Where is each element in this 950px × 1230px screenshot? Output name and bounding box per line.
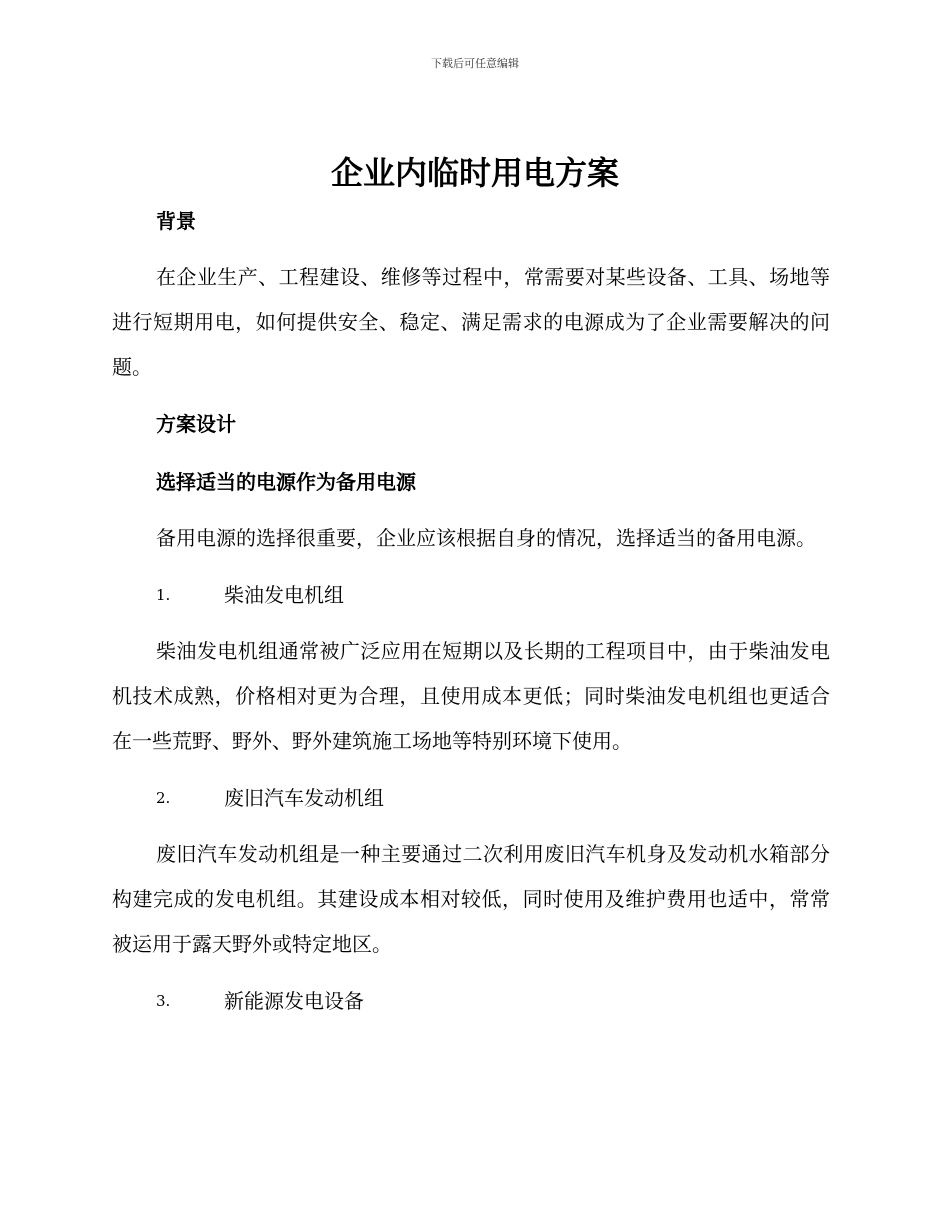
choose-power-paragraph: 备用电源的选择很重要，企业应该根据自身的情况，选择适当的备用电源。 [156, 526, 816, 550]
background-paragraph: 在企业生产、工程建设、维修等过程中，常需要对某些设备、工具、场地等进行短期用电，如何提供安全、稳定、满足需求的电源成为了企业需要解决的问题。 [112, 265, 830, 379]
diesel-paragraph: 柴油发电机组通常被广泛应用在短期以及长期的工程项目中，由于柴油发电机技术成熟，价格相对更为合理，且使用成本更低；同时柴油发电机组也更适合在一些荒野、野外、野外建筑施工场地等特别环境下使用。 [112, 639, 830, 753]
design-heading: 方案设计 [156, 412, 236, 436]
scrap-engine-paragraph: 废旧汽车发动机组是一种主要通过二次利用废旧汽车机身及发动机水箱部分构建完成的发电机组。其建设成本相对较低，同时使用及维护费用也适中，常常被运用于露天野外或特定地区。 [112, 842, 830, 956]
background-heading: 背景 [156, 209, 196, 233]
list-label: 柴油发电机组 [224, 583, 344, 607]
header-note: 下载后可任意编辑 [431, 57, 519, 70]
document-body [112, 200, 830, 1022]
list-number: 3. [156, 992, 171, 1010]
list-label: 废旧汽车发动机组 [224, 786, 384, 810]
list-item-diesel [112, 574, 830, 616]
document-title: 企业内临时用电方案 [330, 154, 619, 192]
list-label: 新能源发电设备 [224, 989, 364, 1013]
choose-power-heading: 选择适当的电源作为备用电源 [156, 470, 416, 494]
list-item-new-energy [112, 980, 830, 1022]
list-number: 1. [156, 586, 171, 604]
list-number: 2. [156, 789, 171, 807]
list-item-scrap-engine [112, 777, 830, 819]
